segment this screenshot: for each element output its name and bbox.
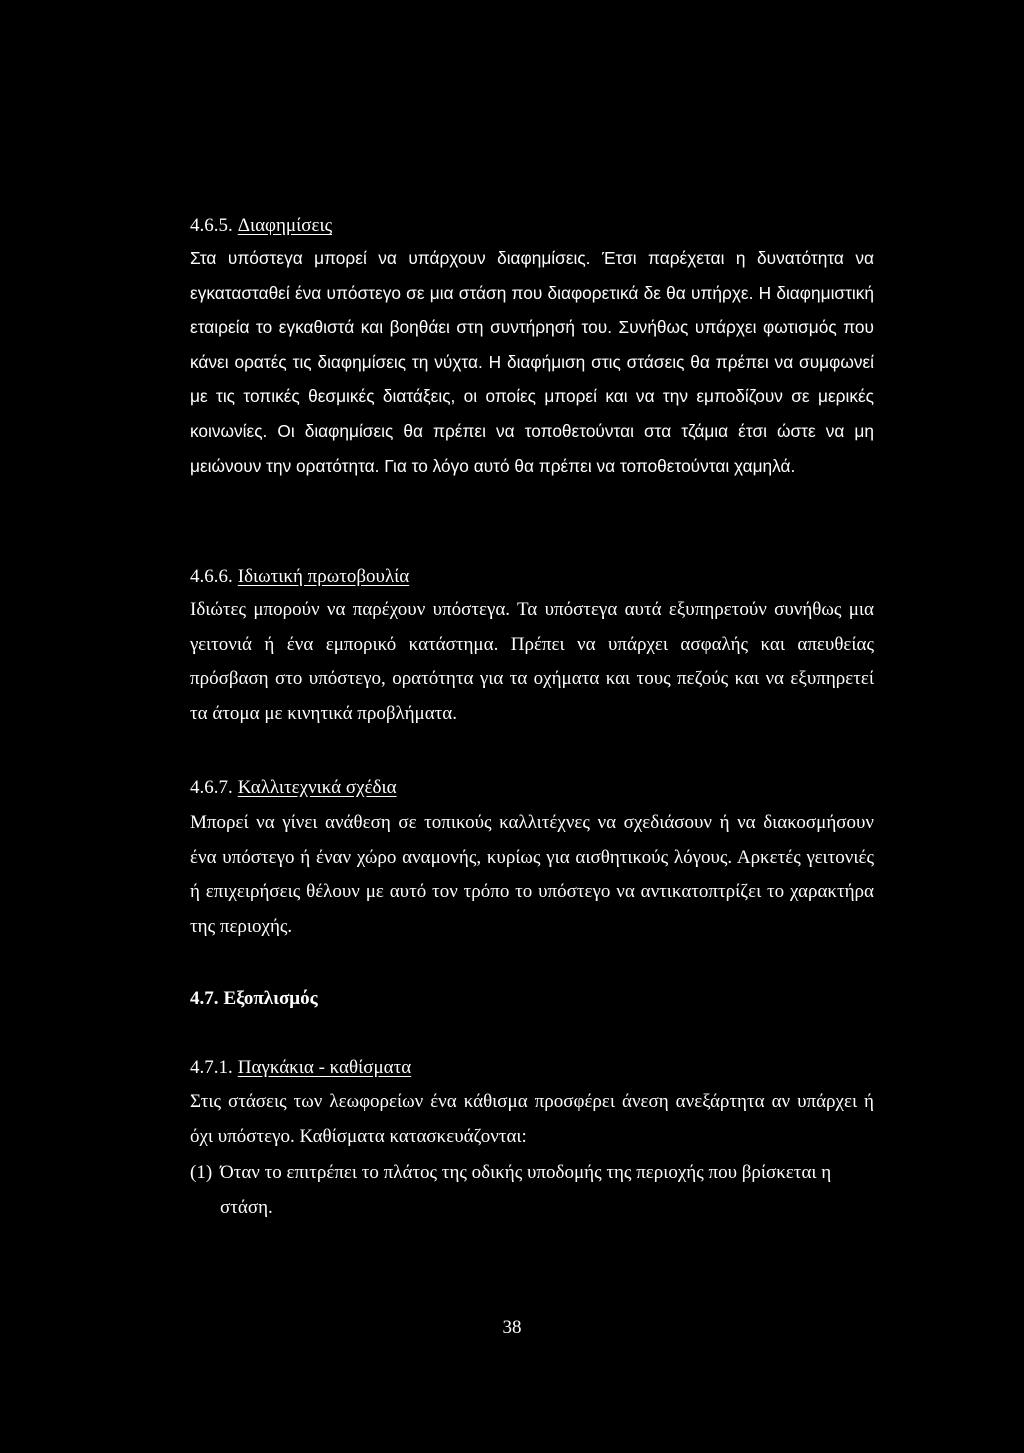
list-text-continued: στάση. [220, 1197, 273, 1218]
subsection-body: Στις στάσεις των λεωφορείων ένα κάθισμα προσφέρει άνεση ανεξάρτητα αν υπάρχει ή όχι υπόστεγο. Καθίσματα κατασκευάζονται: [190, 1091, 874, 1147]
section-number: 4.6.7. [190, 777, 233, 798]
subsection-number: 4.7.1. [190, 1057, 233, 1078]
page-number: 38 [502, 1317, 522, 1338]
section-heading [190, 214, 332, 238]
section-number: 4.6.6. [190, 566, 233, 587]
section-title: Καλλιτεχνικά σχέδια [237, 777, 397, 798]
list-marker: (1) [190, 1162, 213, 1183]
chapter-heading [190, 987, 318, 1011]
section-body: Στα υπόστεγα μπορεί να υπάρχουν διαφημίσεις. Έτσι παρέχεται η δυνατότητα να εγκατασταθεί ένα υπόστεγο σε μια στάση που διαφορετικά δε θα υπήρχε. Η διαφημιστική εταιρεία το εγκαθιστά και βοηθάει στη συντήρησή του. Συνήθως υπάρχει φωτισμός που κάνει ορατές τις διαφημίσεις τη νύχτα. Η διαφήμιση στις στάσεις θα πρέπει να συμφωνεί με τις τοπικές θεσμικές διατάξεις, οι οποίες μπορεί και να την εμποδίζουν σε μερικές κοινωνίες. Οι διαφημίσεις θα πρέπει να τοποθετούνται στα τζάμια έτσι ώστε να μη μειώνουν την ορατότητα. Για το λόγο αυτό θα πρέπει να τοποθετούνται χαμηλά. [190, 248, 874, 476]
section-number: 4.6.5. [190, 215, 233, 236]
subsection-heading [190, 1056, 411, 1080]
subsection-title: Παγκάκια - καθίσματα [237, 1057, 412, 1078]
section-title: Ιδιωτική πρωτοβουλία [237, 566, 410, 587]
section-heading [190, 776, 397, 800]
section-title: Διαφημίσεις [237, 215, 333, 236]
list-item [190, 1155, 874, 1225]
chapter-number: 4.7. [190, 988, 219, 1009]
list-text: Όταν το επιτρέπει το πλάτος της οδικής υποδομής της περιοχής που βρίσκεται η [220, 1162, 832, 1183]
section-body: Μπορεί να γίνει ανάθεση σε τοπικούς καλλιτέχνες να σχεδιάσουν ή να διακοσμήσουν ένα υπόστεγο ή έναν χώρο αναμονής, κυρίως για αισθητικούς λόγους. Αρκετές γειτονιές ή επιχειρήσεις θέλουν με αυτό τον τρόπο το υπόστεγο να αντικατοπτρίζει το χαρακτήρα της περιοχής. [190, 812, 874, 938]
chapter-title: Εξοπλισμός [223, 988, 318, 1009]
section-heading [190, 565, 409, 589]
section-body: Ιδιώτες μπορούν να παρέχουν υπόστεγα. Τα υπόστεγα αυτά εξυπηρετούν συνήθως μια γειτονιά ή ένα εμπορικό κατάστημα. Πρέπει να υπάρχει ασφαλής και απευθείας πρόσβαση στο υπόστεγο, ορατότητα για τα οχήματα και τους πεζούς και να εξυπηρετεί τα άτομα με κινητικά προβλήματα. [190, 599, 874, 725]
